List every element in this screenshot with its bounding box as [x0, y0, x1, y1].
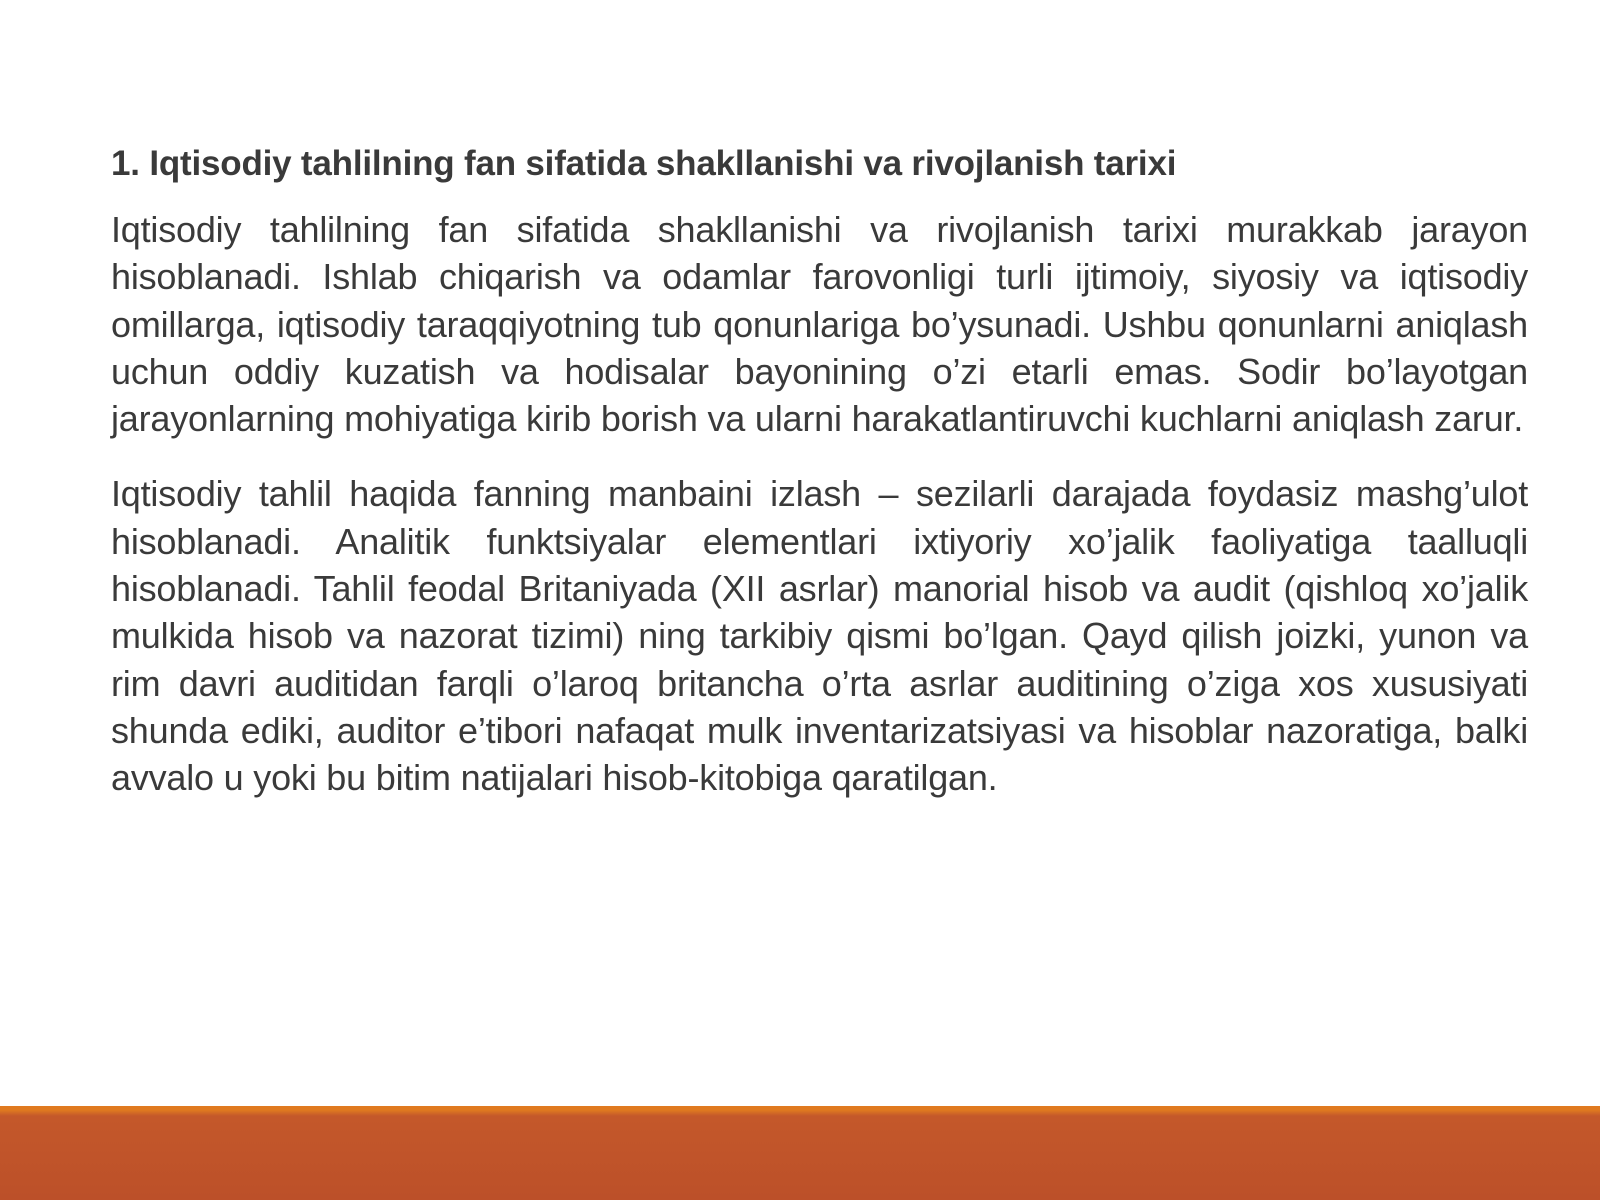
- paragraph-2: Iqtisodiy tahlil haqida fanning manbaini izlash – sezilarli darajada foydasiz mashg’ulot hisoblanadi. Analitik funktsiyalar elementlari ixtiyoriy xo’jalik faoliyatiga taalluqli hisoblanadi. Tahlil feodal Britaniyada (XII asrlar) manorial hisob va audit (qishloq xo’jalik mulkida hisob va nazorat tizimi) ning tarkibiy qismi bo’lgan. Qayd qilish joizki, yunon va rim davri auditidan farqli o’laroq britancha o’rta asrlar auditining o’ziga xos xususiyati shunda ediki, auditor e’tibori nafaqat mulk inventarizatsiyasi va hisoblar nazoratiga, balki avvalo u yoki bu bitim natijalari hisob-kitobiga qaratilgan.: [111, 473, 1528, 799]
- footer-band: [0, 1106, 1600, 1200]
- slide-content: [111, 140, 1528, 830]
- slide-heading: 1. Iqtisodiy tahlilning fan sifatida shakllanishi va rivojlanish tarixi: [111, 144, 1177, 183]
- paragraph-1: Iqtisodiy tahlilning fan sifatida shakllanishi va rivojlanish tarixi murakkab jarayon hisoblanadi. Ishlab chiqarish va odamlar farovonligi turli ijtimoiy, siyosiy va iqtisodiy omillarga, iqtisodiy taraqqiyotning tub qonunlariga bo’ysunadi. Ushbu qonunlarni aniqlash uchun oddiy kuzatish va hodisalar bayonining o’zi etarli emas. Sodir bo’layotgan jarayonlarning mohiyatiga kirib borish va ularni harakatlantiruvchi kuchlarni aniqlash zarur.: [111, 209, 1528, 440]
